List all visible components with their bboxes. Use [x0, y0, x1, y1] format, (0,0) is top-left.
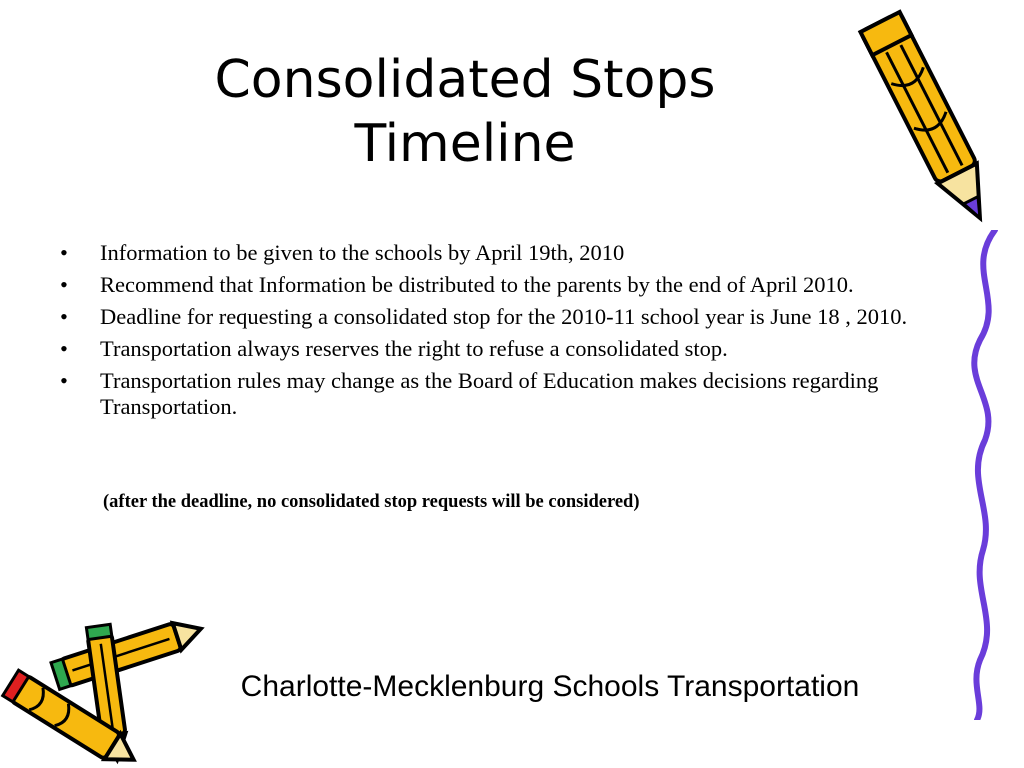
bullet-list — [58, 240, 908, 426]
bullet-icon: • — [60, 304, 68, 329]
bullet-icon: • — [60, 368, 68, 393]
bullet-item — [58, 240, 908, 266]
bullet-text: Information to be given to the schools by April 19th, 2010 — [100, 240, 625, 265]
bullet-item — [58, 272, 908, 298]
slide-title — [150, 48, 780, 176]
bullet-item — [58, 336, 908, 362]
title-line-1: Consolidated Stops — [214, 50, 716, 110]
bullet-text: Deadline for requesting a consolidated stop for the 2010-11 school year is June 18 , 2010. — [100, 304, 908, 329]
squiggle-line-decoration — [955, 230, 1015, 720]
bullet-item — [58, 304, 908, 330]
bullet-item — [58, 368, 908, 420]
pencil-cluster-icon — [0, 615, 210, 765]
bullet-icon: • — [60, 336, 68, 361]
bullet-icon: • — [60, 272, 68, 297]
bullet-text: Transportation always reserves the right to refuse a consolidated stop. — [100, 336, 728, 361]
pencil-icon — [850, 0, 1010, 245]
deadline-note: (after the deadline, no consolidated stop requests will be considered) — [103, 492, 640, 512]
bullet-text: Recommend that Information be distributed to the parents by the end of April 2010. — [100, 272, 854, 297]
title-line-2: Timeline — [354, 114, 576, 174]
bullet-icon: • — [60, 240, 68, 265]
footer-text: Charlotte-Mecklenburg Schools Transportation — [240, 670, 860, 703]
bullet-text: Transportation rules may change as the Board of Education makes decisions regarding Transportation. — [100, 368, 879, 419]
